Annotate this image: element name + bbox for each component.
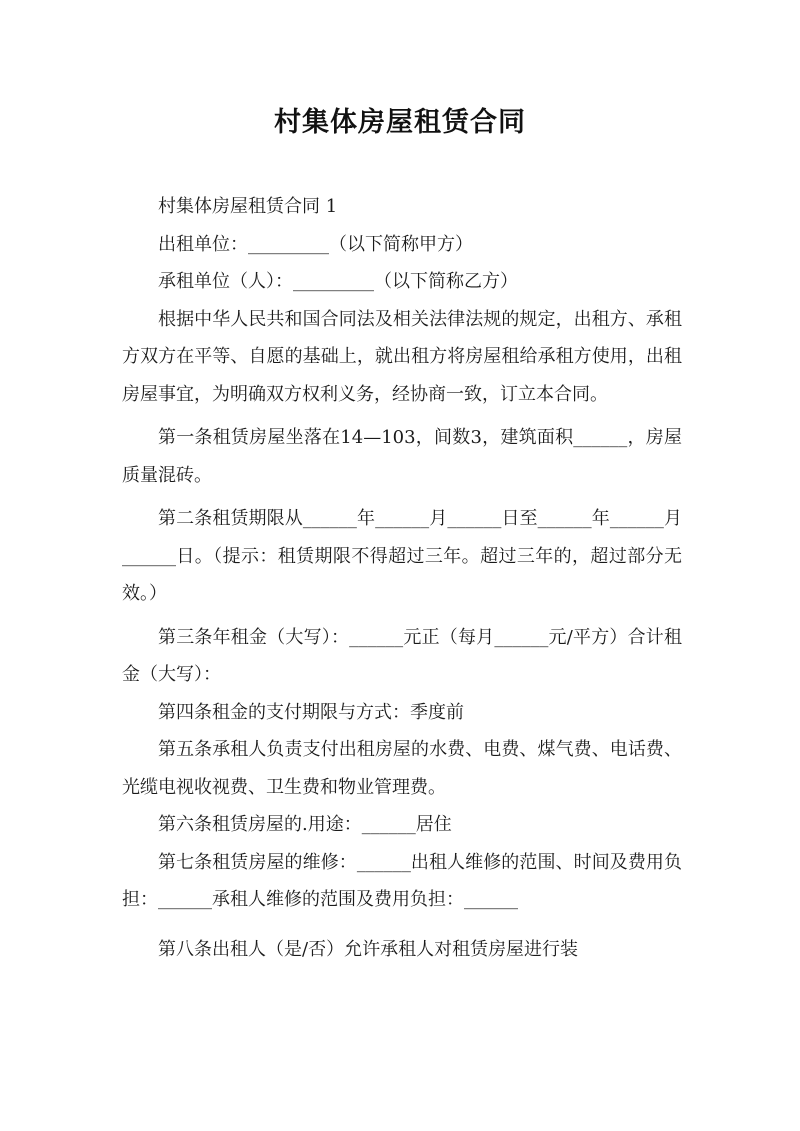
paragraph-preamble: 根据中华人民共和国合同法及相关法律法规的规定，出租方、承租方双方在平等、自愿的基础上，就出租方将房屋租给承租方使用，出租房屋事宜，为明确双方权利义务，经协商一致，订立本合同。 [122,308,682,405]
paragraph-article-5: 第五条承租人负责支付出租房屋的水费、电费、煤气费、电话费、光缆电视收视费、卫生费和物业管理费。 [122,739,682,798]
document-body [122,188,682,968]
paragraph-article-7: 第七条租赁房屋的维修：______出租人维修的范围、时间及费用负担：______承租人维修的范围及费用负担：______ [122,851,682,910]
paragraph-article-6: 第六条租赁房屋的.用途：______居住 [158,814,452,835]
paragraph-heading: 村集体房屋租赁合同 1 [158,196,338,217]
paragraph-article-3: 第三条年租金（大写）：______元正（每月______元/平方）合计租金（大写）： [122,626,682,685]
paragraph-lessee: 承租单位（人）：_________（以下简称乙方） [158,271,518,292]
paragraph-article-4: 第四条租金的支付期限与方式：季度前 [158,701,464,723]
document-title: 村集体房屋租赁合同 [274,107,526,138]
paragraph-lessor: 出租单位：_________（以下简称甲方） [158,233,473,255]
paragraph-article-1: 第一条租赁房屋坐落在14—103，间数3，建筑面积______，房屋质量混砖。 [122,427,682,486]
paragraph-article-2: 第二条租赁期限从______年______月______日至______年______月______日。（提示：租赁期限不得超过三年。超过三年的，超过部分无效。） [122,508,682,604]
paragraph-article-8: 第八条出租人（是/否）允许承租人对租赁房屋进行装 [158,938,579,960]
